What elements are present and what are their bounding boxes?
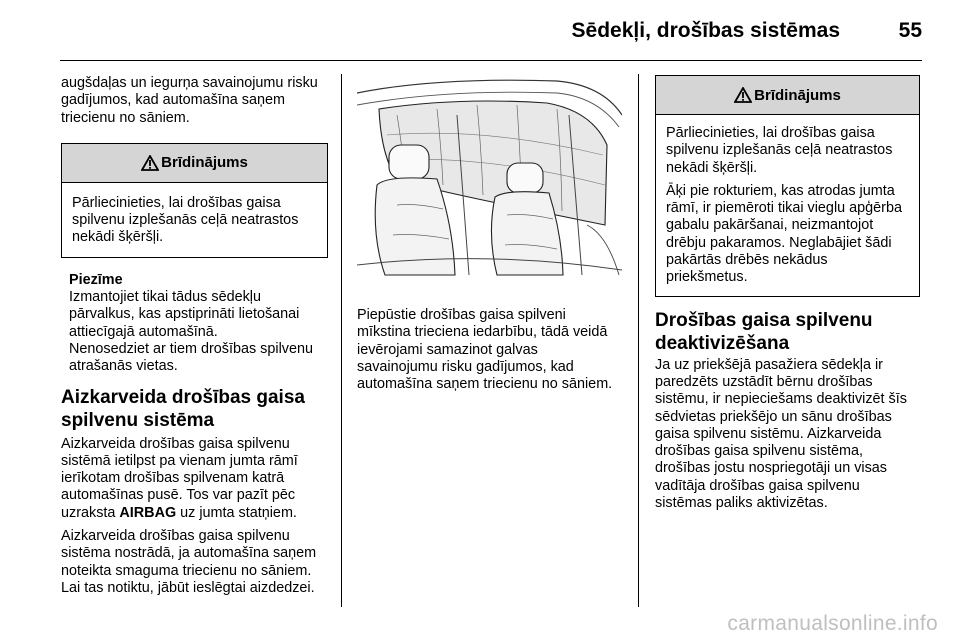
curtain-airbag-illustration	[357, 75, 622, 287]
intro-paragraph: augšdaļas un iegurņa savainojumu risku gadījumos, kad automašīna saņem triecienu no sāniem.	[61, 75, 318, 126]
warning-header	[62, 144, 327, 183]
warning-text: Pārliecinieties, lai drošības gaisa spilvenu izplešanās ceļā neatrastos nekādi šķēršļi.	[72, 194, 299, 246]
header-divider	[60, 60, 922, 61]
column-divider-1	[341, 74, 342, 607]
page-header	[0, 0, 960, 60]
note-title: Piezīme	[69, 271, 123, 288]
section-heading-deactivation: Drošības gaisa spilvenu deaktivizēšana	[655, 309, 873, 354]
warning-box	[61, 143, 328, 258]
figure-caption: Piepūstie drošības gaisa spilveni mīkstina trieciena iedarbību, tādā veidā ievērojami samazinot galvas savainojumu risku gadījumos, kad automašīna saņem triecienu no sāniem.	[357, 307, 613, 393]
curtain-airbag-paragraph-1	[61, 436, 328, 522]
warning-text-2: Āķi pie rokturiem, kas atrodas jumta rāmī, ir piemēroti tikai vieglu apģērba gabalu pakāršanai, neizmantojot drēbju pakaramos. Neglabājiet šādi pakārtās drēbēs nekādus priekšmetus.	[666, 182, 902, 286]
column-2	[357, 75, 622, 393]
airbag-label: AIRBAG	[119, 504, 177, 521]
column-1	[61, 75, 328, 597]
note-block	[61, 272, 328, 376]
page-title: Sēdekļi, drošības sistēmas	[571, 19, 840, 42]
warning-header	[656, 76, 919, 115]
section-heading-curtain-airbag: Aizkarveida drošības gaisa spilvenu sistēma	[61, 386, 305, 431]
note-text-2: Nenosedziet ar tiem drošības spilvenu atrašanās vietas.	[69, 340, 313, 375]
warning-triangle-icon	[734, 87, 752, 103]
watermark: carmanualsonline.info	[727, 612, 938, 635]
warning-box-hooks	[655, 75, 920, 297]
para1-text-b: uz jumta statņiem.	[176, 504, 297, 521]
curtain-airbag-paragraph-2: Aizkarveida drošības gaisa spilvenu sistēma nostrādā, ja automašīna saņem noteikta smaguma triecienu no sāniem. Lai tas notiktu, jābūt ieslēgtai aizdedzei.	[61, 528, 317, 596]
note-text-1: Izmantojiet tikai tādus sēdekļu pārvalkus, kas apstiprināti lietošanai attiecīgajā automašīnā.	[69, 289, 300, 340]
para1-text-a: Aizkarveida drošības gaisa spilvenu sistēmā ietilpst pa vienam jumta rāmī ierīkotam drošības spilvenam katrā automašīnas pusē. Tos var pazīt pēc uzraksta	[61, 435, 298, 521]
warning-title: Brīdinājums	[754, 86, 841, 104]
column-divider-2	[638, 74, 639, 607]
deactivation-paragraph: Ja uz priekšējā pasažiera sēdekļa ir paredzēts uzstādīt bērnu drošības sistēmu, ir nepieciešams deaktivizēt šīs sēdvietas priekšējo un sānu drošības gaisa spilvenu sistēmu. Aizkarveida drošības gaisa spilvenu sistēma, drošības jostu nospriegotāji un visas vadītāja drošības gaisa spilvenu sistēmas paliks aktivizētas.	[655, 356, 907, 512]
warning-triangle-icon	[141, 155, 159, 171]
page-number: 55	[898, 19, 922, 42]
column-3	[655, 75, 920, 512]
warning-title: Brīdinājums	[161, 154, 248, 172]
warning-text-1: Pārliecinieties, lai drošības gaisa spilvenu izplešanās ceļā neatrastos nekādi šķēršļi.	[666, 125, 893, 176]
